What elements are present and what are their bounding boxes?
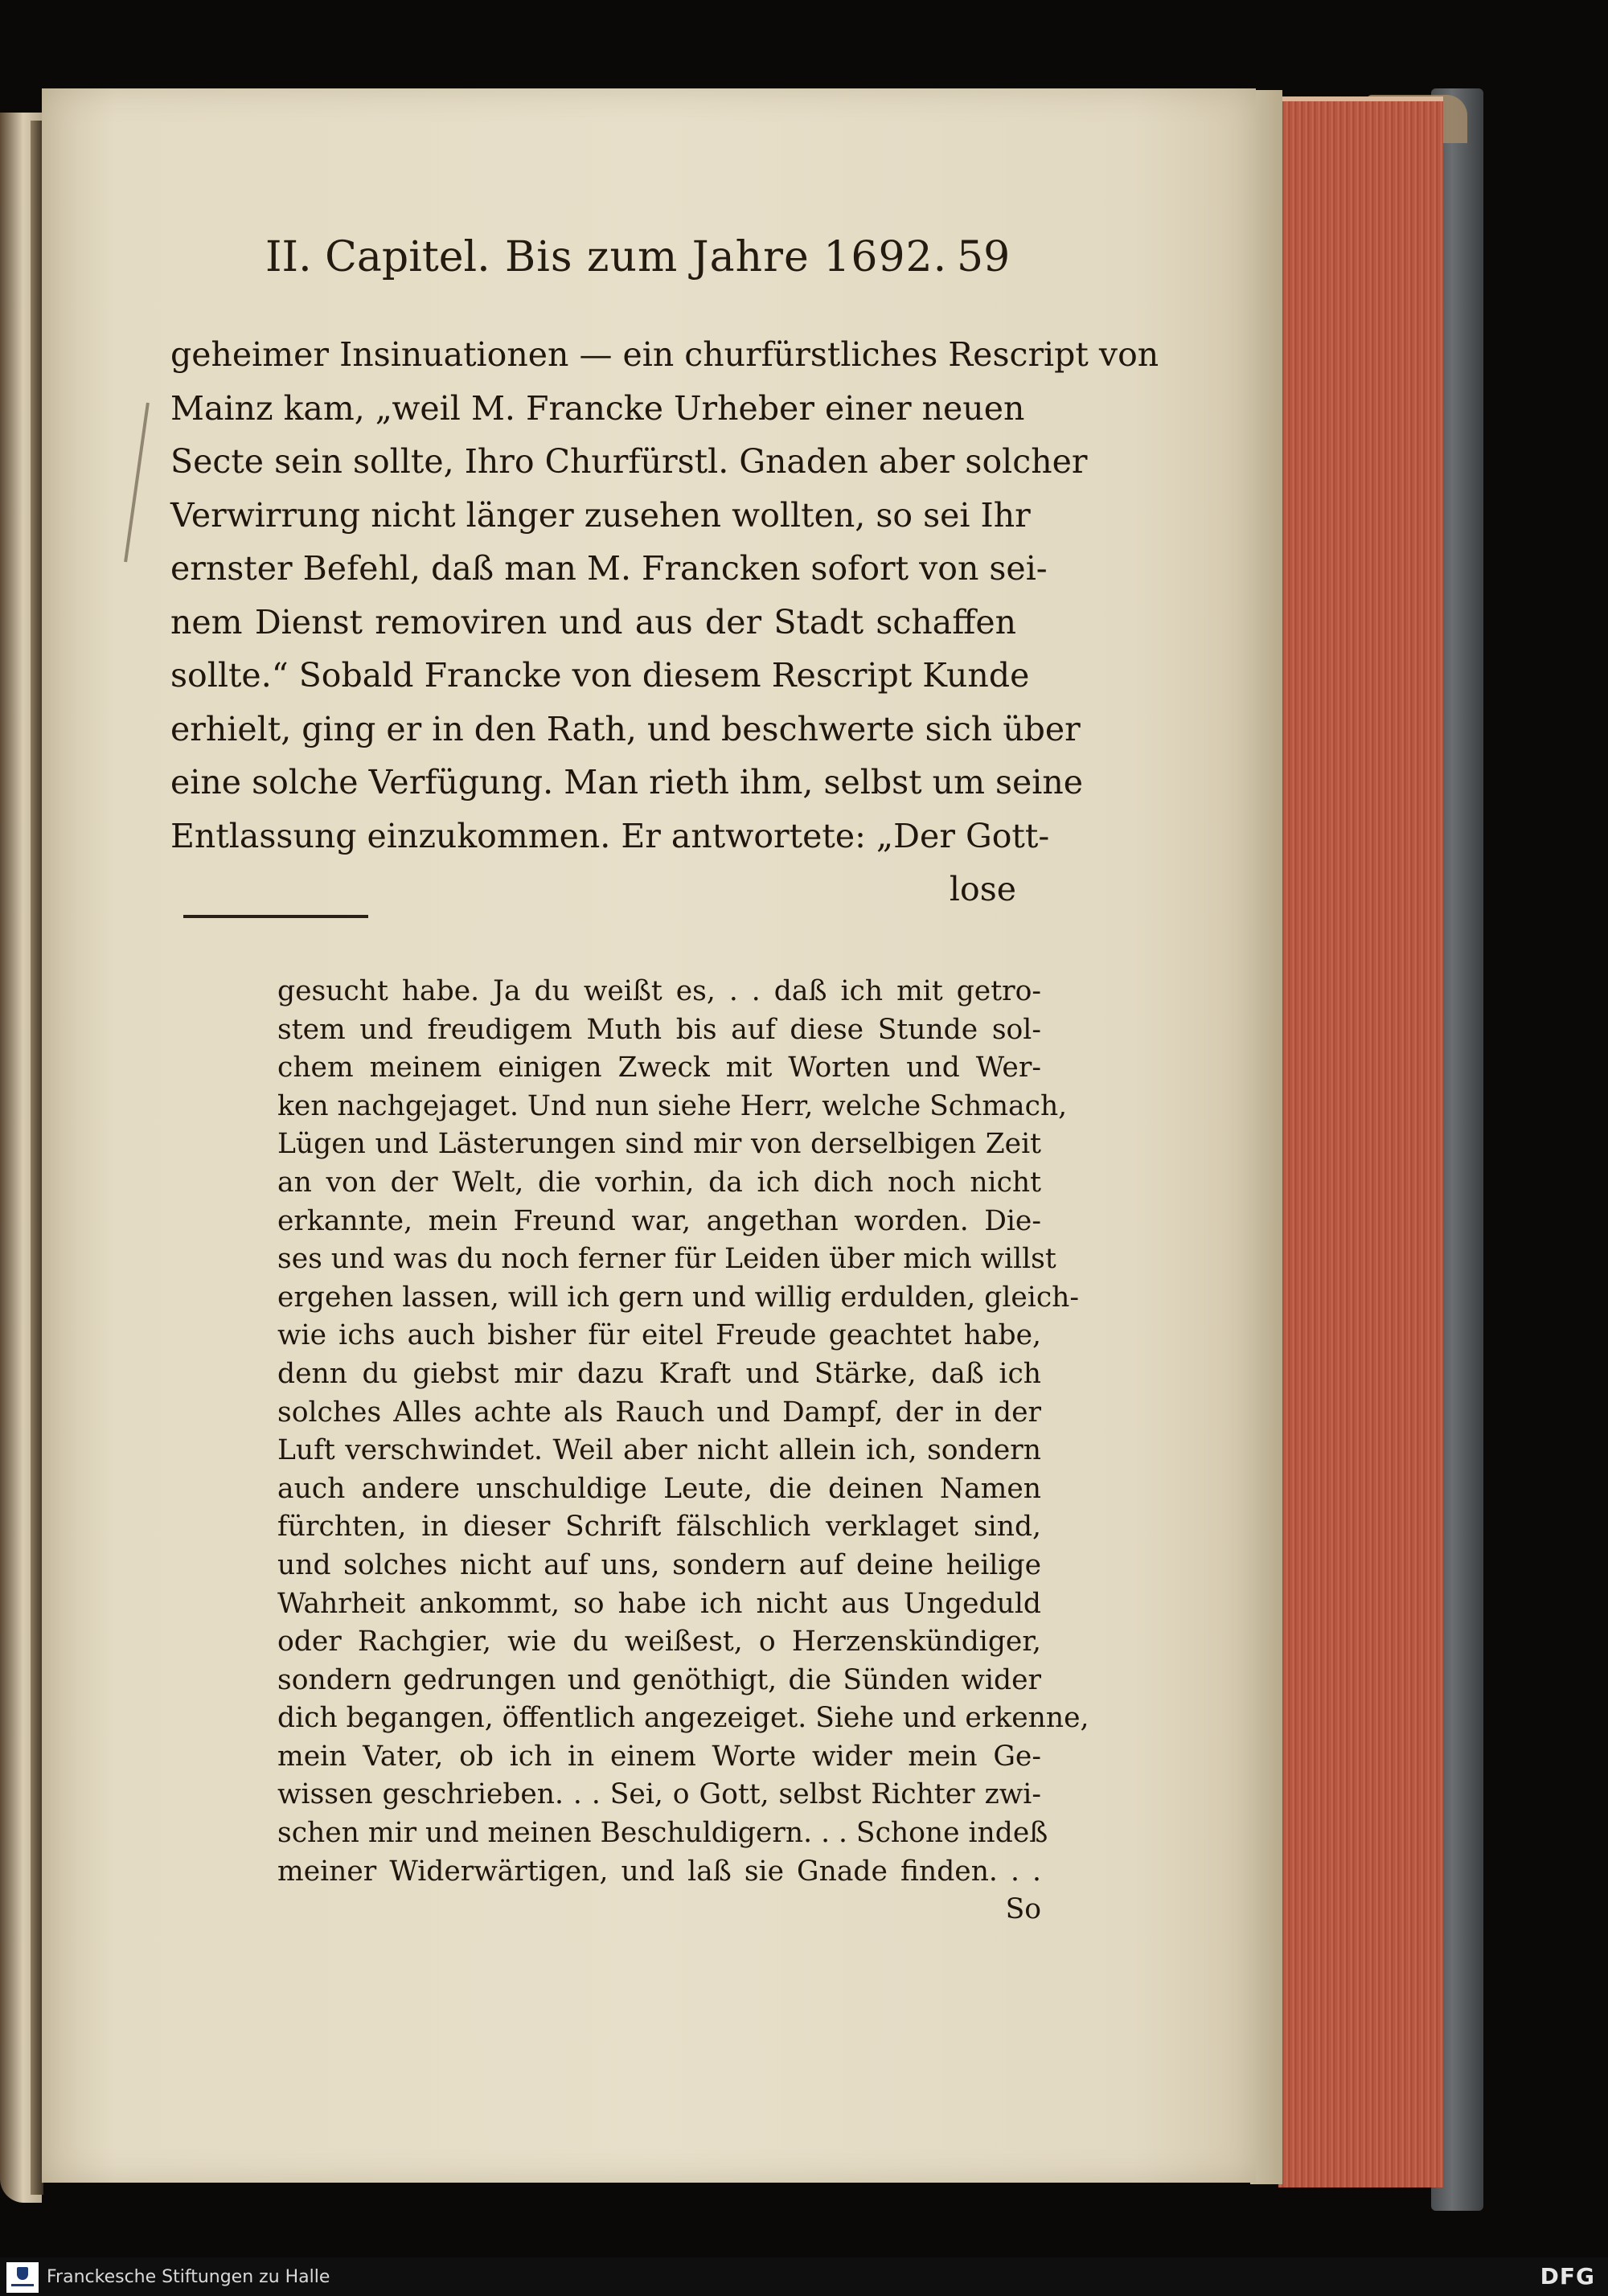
viewer-footer <box>0 2257 1608 2296</box>
page-number: 59 <box>957 233 1011 281</box>
footnote-line: Lügen und Lästerungen sind mir von derselbigen Zeit <box>277 1128 1041 1161</box>
running-header <box>265 233 1021 294</box>
text-line: Secte sein sollte, Ihro Churfürstl. Gnaden aber solcher <box>170 442 1088 481</box>
text-line: geheimer Insinuationen — ein churfürstliches Rescript von <box>170 335 1159 374</box>
text-line: Verwirrung nicht länger zusehen wollten, so sei Ihr <box>170 495 1031 535</box>
text-line: nem Dienst removiren und aus der Stadt schaffen <box>170 602 1016 642</box>
footnote-line: Wahrheit ankommt, so habe ich nicht aus Ungeduld <box>277 1587 1041 1620</box>
footnote-text <box>277 973 1089 1929</box>
footnote-rule <box>183 915 368 918</box>
footnote-line: ken nachgejaget. Und nun siehe Herr, welche Schmach, <box>277 1089 1068 1122</box>
main-text <box>170 328 1159 916</box>
running-title: Bis zum Jahre 1692. <box>505 233 948 281</box>
red-fore-edge <box>1278 96 1443 2187</box>
footnote-line: solches Alles achte als Rauch und Dampf, der in der <box>277 1396 1041 1429</box>
text-line: erhielt, ging er in den Rath, und beschwerte sich über <box>170 709 1081 748</box>
footnote-line: mein Vater, ob ich in einem Worte wider mein Ge- <box>277 1740 1041 1773</box>
footnote-line: und solches nicht auf uns, sondern auf deine heilige <box>277 1548 1041 1581</box>
footnote-line: ses und was du noch ferner für Leiden über mich willst <box>277 1243 1056 1276</box>
footnote-line: schen mir und meinen Beschuldigern. . . Schone indeß <box>277 1817 1048 1850</box>
text-line: Mainz kam, „weil M. Francke Urheber einer neuen <box>170 388 1025 428</box>
footnote-line: chem meinem einigen Zweck mit Worten und Wer- <box>277 1052 1041 1084</box>
text-line: eine solche Verfügung. Man rieth ihm, selbst um seine <box>170 763 1084 802</box>
footnote-line: auch andere unschuldige Leute, die deinen Namen <box>277 1472 1041 1505</box>
footnote-line: Luft verschwindet. Weil aber nicht allein ich, sondern <box>277 1434 1041 1467</box>
footnote-line: wissen geschrieben. . . Sei, o Gott, selbst Richter zwi- <box>277 1778 1041 1811</box>
footnote-line: dich begangen, öffentlich angezeiget. Siehe und erkenne, <box>277 1702 1089 1735</box>
footnote-line: ergehen lassen, will ich gern und willig erdulden, gleich- <box>277 1281 1080 1314</box>
text-line: ernster Befehl, daß man M. Francken sofort von sei- <box>170 549 1048 588</box>
footnote-line: wie ichs auch bisher für eitel Freude geachtet habe, <box>277 1319 1041 1352</box>
footnote-line: sondern gedrungen und genöthigt, die Sünden wider <box>277 1663 1041 1696</box>
chapter-label: II. Capitel. <box>265 233 490 281</box>
footnote-line: erkannte, mein Freund war, angethan worden. Die- <box>277 1204 1041 1237</box>
text-line: Entlassung einzukommen. Er antwortete: „Der Gott- <box>170 816 1050 855</box>
francke-foundation-logo-icon <box>6 2262 39 2293</box>
catchword: lose <box>949 870 1016 908</box>
dfg-logo: DFG <box>1540 2263 1595 2290</box>
footnote-line: stem und freudigem Muth bis auf diese Stunde sol- <box>277 1013 1041 1046</box>
text-line: sollte.“ Sobald Francke von diesem Rescript Kunde <box>170 656 1030 695</box>
footnote-line: meiner Widerwärtigen, und laß sie Gnade finden. . . <box>277 1855 1041 1888</box>
footnote-line: oder Rachgier, wie du weißest, o Herzenskündiger, <box>277 1626 1041 1658</box>
footnote-line: fürchten, in dieser Schrift fälschlich verklaget sind, <box>277 1511 1041 1544</box>
footnote-line: gesucht habe. Ja du weißt es, . . daß ich mit getro- <box>277 975 1041 1007</box>
footnote-line: denn du giebst mir dazu Kraft und Stärke, daß ich <box>277 1357 1041 1390</box>
footnote-catchword: So <box>1005 1893 1041 1926</box>
institution-name: Franckesche Stiftungen zu Halle <box>47 2267 330 2287</box>
footnote-line: an von der Welt, die vorhin, da ich dich noch nicht <box>277 1166 1041 1199</box>
